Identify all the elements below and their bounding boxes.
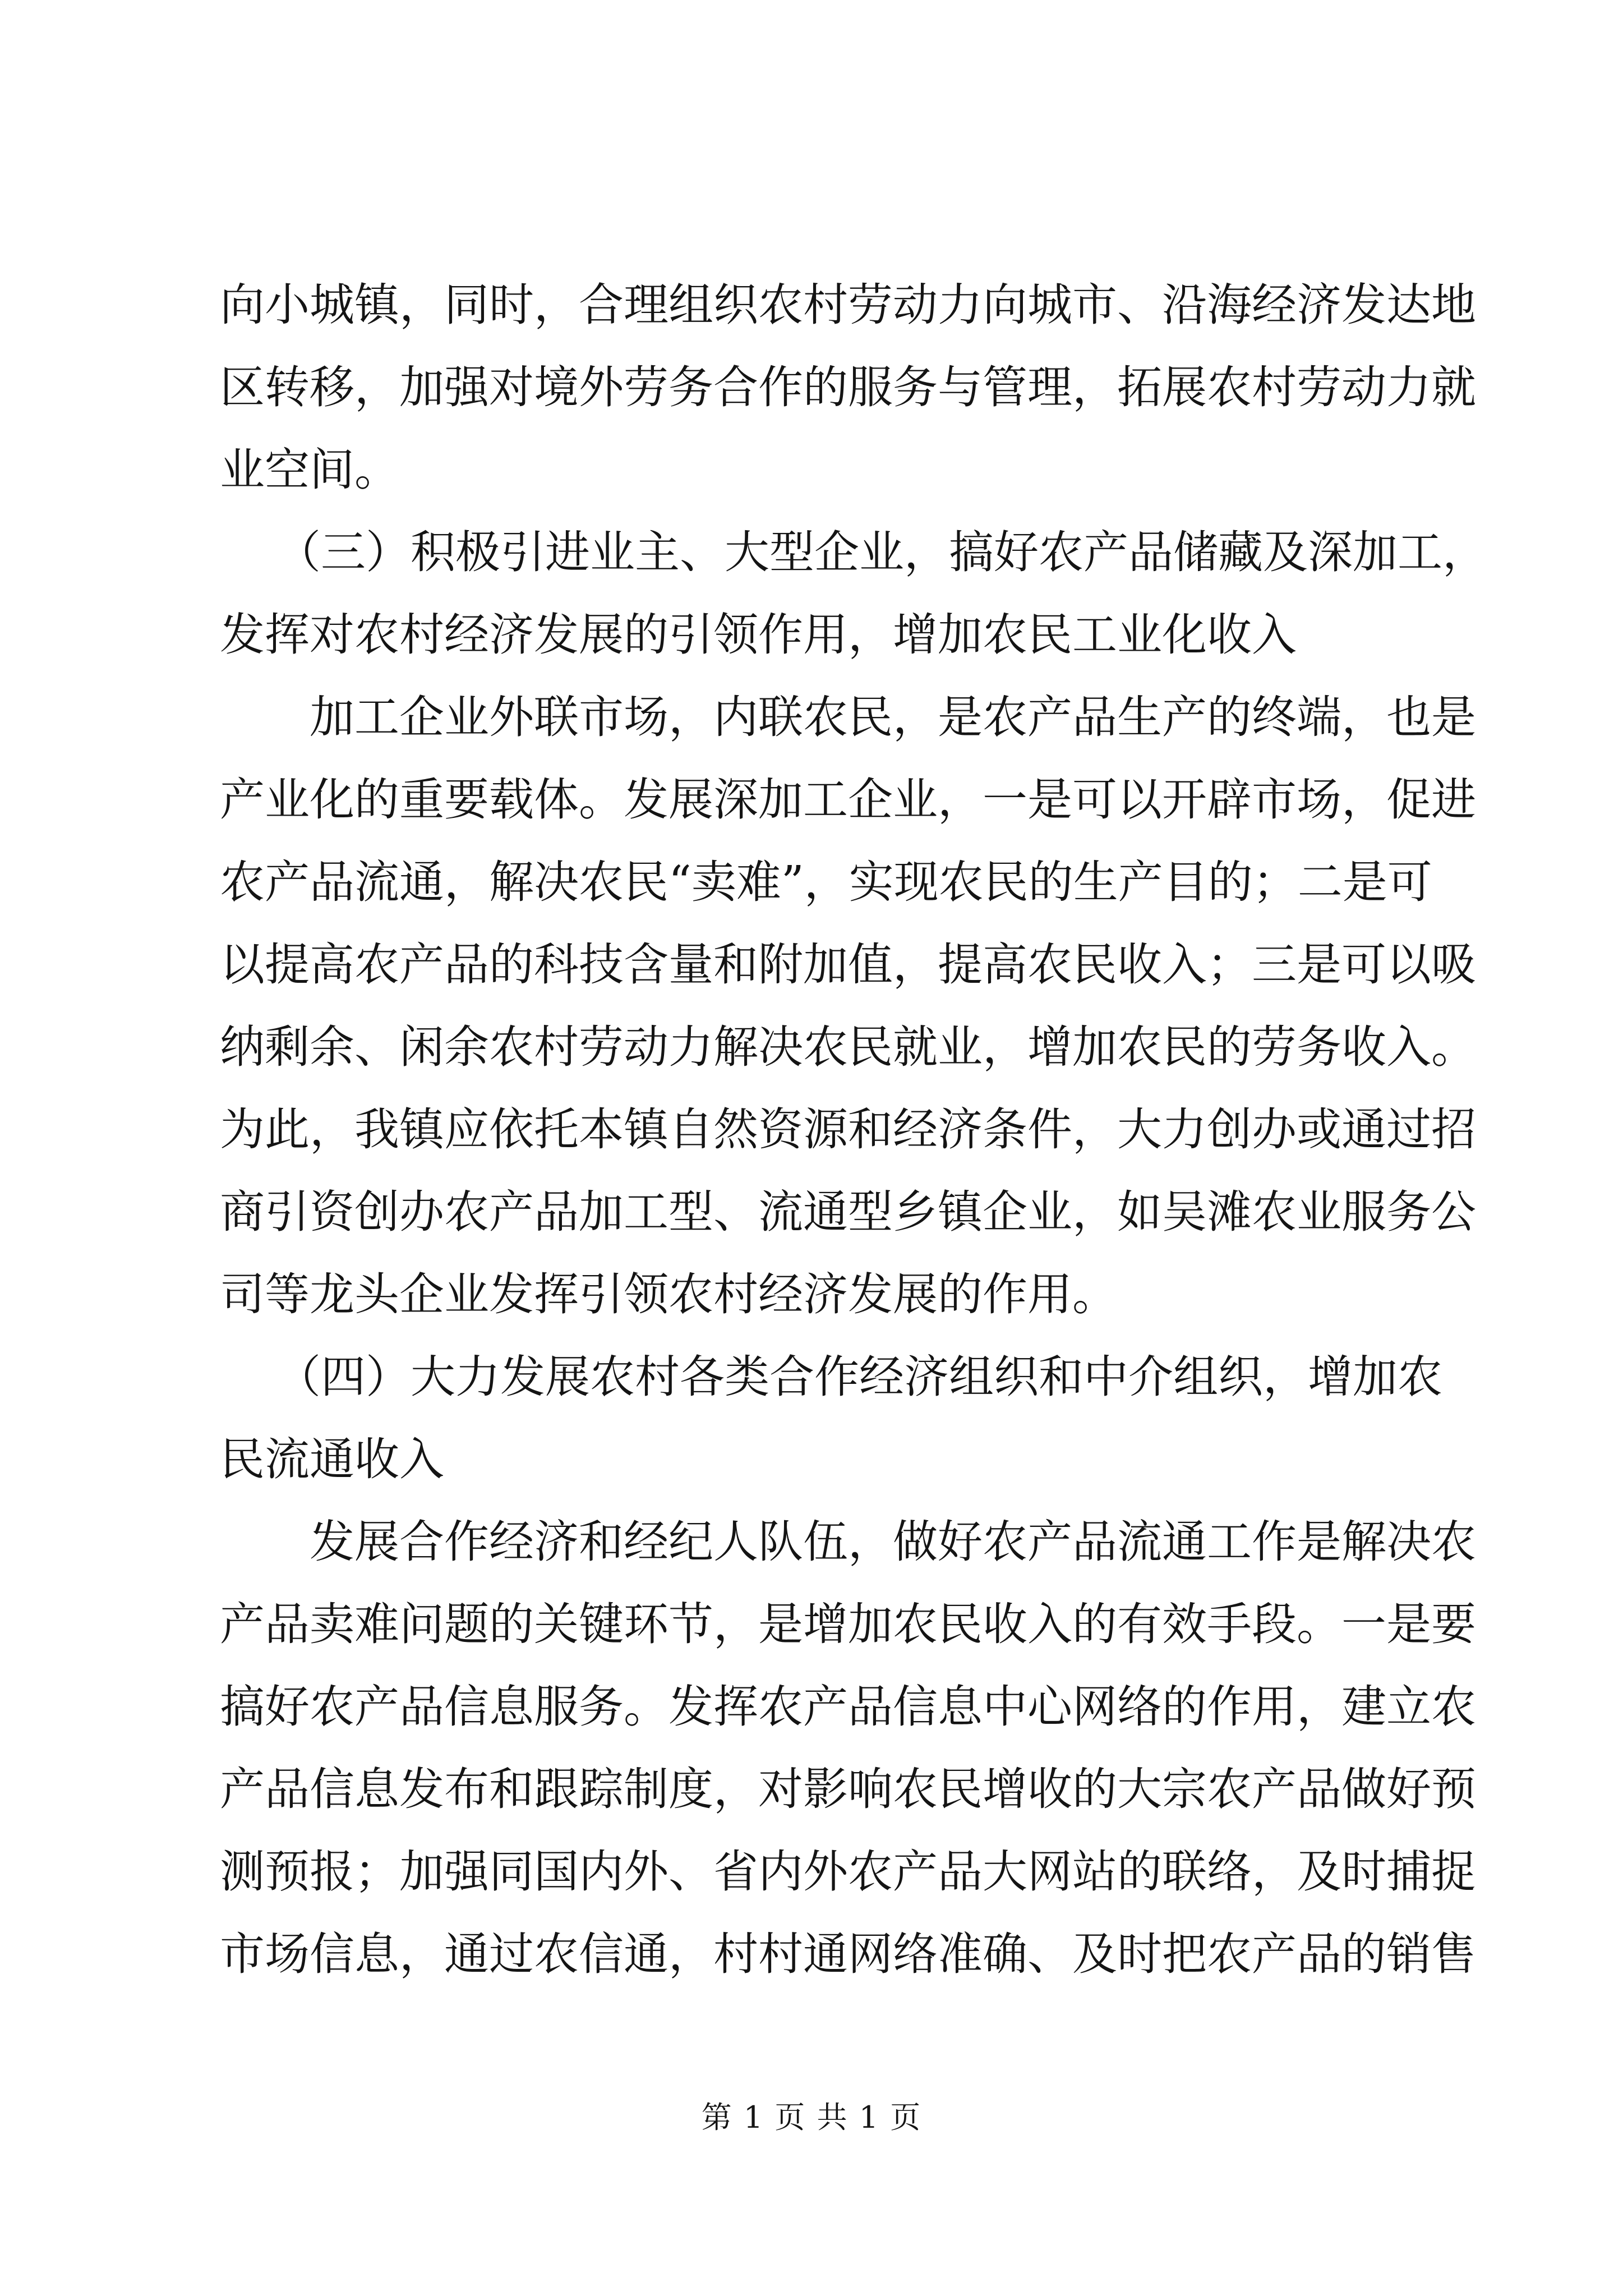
- text-line: 以提高农产品的科技含量和附加值，提高农民收入；三是可以吸: [220, 938, 1476, 991]
- text-line: 业空间。: [220, 444, 399, 496]
- page-number-label: 第 1 页 共 1 页: [701, 2100, 922, 2135]
- text-line: 商引资创办农产品加工型、流通型乡镇企业，如吴滩农业服务公: [220, 1186, 1476, 1238]
- text-line: 司等龙头企业发挥引领农村经济发展的作用。: [220, 1268, 1117, 1320]
- text-line: 产品卖难问题的关键环节，是增加农民收入的有效手段。一是要: [220, 1598, 1476, 1650]
- text-line: 发展合作经济和经纪人队伍，做好农产品流通工作是解决农: [310, 1516, 1476, 1568]
- text-line: 区转移，加强对境外劳务合作的服务与管理，拓展农村劳动力就: [220, 361, 1476, 413]
- text-line: 产业化的重要载体。发展深加工企业，一是可以开辟市场，促进: [220, 774, 1476, 826]
- text-line: 市场信息，通过农信通，村村通网络准确、及时把农产品的销售: [220, 1928, 1476, 1980]
- text-line: 产品信息发布和跟踪制度，对影响农民增收的大宗农产品做好预: [220, 1763, 1476, 1815]
- text-line: 纳剩余、闲余农村劳动力解决农民就业，增加农民的劳务收入。: [220, 1021, 1476, 1073]
- text-line: 加工企业外联市场，内联农民，是农产品生产的终端，也是: [310, 691, 1476, 743]
- text-line: 搞好农产品信息服务。发挥农产品信息中心网络的作用，建立农: [220, 1681, 1476, 1733]
- section-heading-line: 发挥对农村经济发展的引领作用，增加农民工业化收入: [220, 609, 1297, 661]
- section-heading-line: 民流通收入: [220, 1433, 444, 1485]
- section-heading-line: （四）大力发展农村各类合作经济组织和中介组织，增加农: [276, 1351, 1442, 1403]
- document-body: [220, 264, 1487, 1995]
- text-line: 农产品流通，解决农民“卖难”，实现农民的生产目的；二是可: [220, 856, 1432, 908]
- text-line: 为此，我镇应依托本镇自然资源和经济条件，大力创办或通过招: [220, 1103, 1476, 1156]
- text-line: 测预报；加强同国内外、省内外农产品大网站的联络，及时捕捉: [220, 1846, 1476, 1898]
- text-line: 向小城镇，同时，合理组织农村劳动力向城市、沿海经济发达地: [220, 279, 1476, 331]
- page-footer: [0, 2098, 1623, 2137]
- section-heading-line: （三）积极引进业主、大型企业，搞好农产品储藏及深加工，: [276, 526, 1487, 578]
